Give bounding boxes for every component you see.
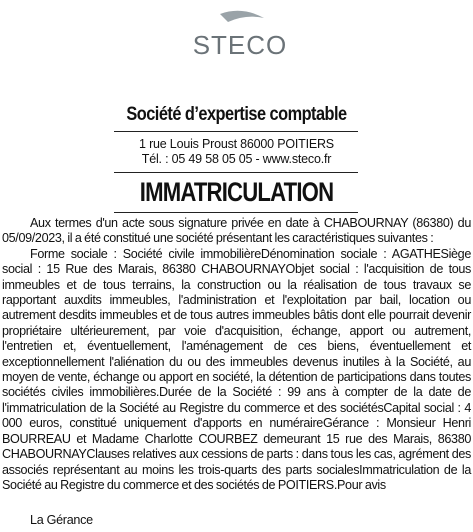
notice-signature: La Gérance — [30, 513, 93, 527]
firm-contact: Tél. : 05 49 58 05 05 - www.steco.fr — [141, 152, 332, 166]
firm-address: 1 rue Louis Proust 86000 POITIERS — [139, 137, 334, 151]
notice-body — [2, 216, 471, 493]
firm-name: Société d’expertise comptable — [126, 104, 347, 125]
notice-paragraph-details: Forme sociale : Société civile immobilièreDénomination sociale : AGATHESiège social : 15 Rue des Marais, 86380 CHABOURNAYObjet social : l'acquisition de tous immeubles et de tous terrains, la construction ou la réalisation de tous travaux se rapportant auxdits immeubles, l'administration et l'exploitation par bail, location ou autrement desdits immeubles et de tous autres immeubles bâtis dont elle pourrait devenir propriétaire ultérieurement, par voie d'acquisition, échange, apport ou autrement, l'entretien et, éventuellement, l'aménagement de ces biens, éventuellement et exceptionnellement l'aliénation du ou des immeubles devenus inutiles à la Société, au moyen de vente, échange ou apport en société, la détention de participations dans toutes sociétés civiles immobilières.Durée de la Société : 99 ans à compter de la date de l'immatriculation de la Société au Registre du commerce et des sociétésCapital social : 4 000 euros, constitué uniquement d'apports en numéraireGérance : Monsieur Henri BOURREAU et Madame Charlotte COURBEZ demeurant 15 rue des Marais, 86380 CHABOURNAYClauses relatives aux cessions de parts : dans tous les cas, agrément des associés représentant au moins les trois-quarts des parts socialesImmatriculation de la Société au Registre du commerce et des sociétés de POITIERS.Pour avis — [2, 246, 471, 492]
steco-logo-mark — [180, 8, 300, 68]
notice-paragraph-intro: Aux termes d'un acte sous signature privée en date à CHABOURNAY (86380) du 05/09/2023, il a été constitué une société présentant les caractéristiques suivantes : — [2, 216, 471, 246]
notice-title: IMMATRICULATION — [139, 177, 334, 207]
logo-text: STECO — [192, 30, 288, 60]
divider-bottom — [114, 212, 358, 213]
divider-middle — [114, 172, 358, 173]
divider-top — [114, 131, 358, 132]
steco-logo — [180, 8, 300, 68]
